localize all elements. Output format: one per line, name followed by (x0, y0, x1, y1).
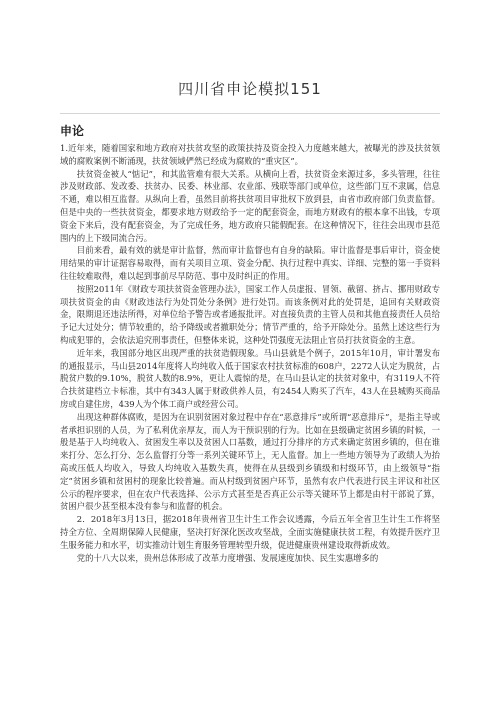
document-title: 四川省申论模拟151 (178, 80, 322, 98)
paragraph-2: 扶贫资金被人“惦记”，和其监管难有很大关系。从横向上看，扶贫资金来源过多，多头管理，往往涉及财政部、发改委、扶贫办、民委、林业部、农业部、残联等部门或单位，这些部门互不隶属，信息不通，难以相互监督。从纵向上看，虽然目前将扶贫项目审批权下放到县，由省市政府部门负责监督。但是中央的一些扶贫资金，都要求地方财政给予一定的配套资金，而地方财政有的根本拿不出钱，专项资金下来后，没有配套资金，为了完成任务，地方政府只能假配套。在这种情况下，往往会出现市县范围内的上下级同流合污。 (60, 168, 440, 243)
paragraph-4: 按照2011年《财政专项扶贫资金管理办法》，国家工作人员虚报、冒领、截留、挤占、挪用财政专项扶贫资金的由《财政违法行为处罚处分条例》进行处罚。而该条例对此的处罚是，追回有关财政资金，限期退还违法所得，对单位给予警告或者通报批评。对直接负责的主管人员和其他直接责任人员给予记大过处分；情节较重的，给予降级或者撤职处分；情节严重的，给予开除处分。虽然上述这些行为构成犯罪的，会依法追究刑事责任，但整体来说，这种处罚强度无法阻止官员打扶贫资金的主意。 (60, 283, 440, 345)
paragraph-6: 出现这种群体腐败，是因为在识别贫困对象过程中存在“恶意排斥”或所谓“恶意排斥”，是指主导或者承担识别的人员，为了私利优亲厚友，而人为干预识别的行为。比如在县级确定贫困乡镇的时候，一般是基于人均纯收入、贫困发生率以及贫困人口基数，通过打分排序的方式来确定贫困乡镇的，但在谁来打分、怎么打分、怎么监督打分等一系列关键环节上，无人监督。加上一些地方领导为了政绩人为抬高或压低人均收入，导致人均纯收入基数失真，使得在从县级到乡镇级和村级环节，由上级领导“指定”贫困乡镇和贫困村的现象比较普遍。而从村级到贫困户环节，虽然有农户代表进行民主评议和社区公示的程序要求，但在农户代表选择、公示方式甚至是否真正公示等关键环节上都是由村干部说了算，贫困户很少甚至根本没有参与和监督的机会。 (60, 411, 440, 512)
paragraph-3: 目前来看，最有效的就是审计监督，然而审计监督也有自身的缺陷。审计监督是事后审计，资金使用结果的审计证据容易取得，而有关项目立项、资金分配、执行过程中真实、详细、完整的第一手资料往往较难取得，难以起到事前尽早防范、事中及时纠正的作用。 (60, 245, 440, 281)
paragraph-5: 近年来，我国部分地区出现严重的扶贫造假现象。马山县就是个例子，2015年10月，审计署发布的通报显示，马山县2014年度将人均纯收入低于国家农村扶贫标准的608户，2272人认定为脱贫，占脱贫户数的9.10%，脱贫人数的8.9%，更让人震惊的是，在马山县认定的扶贫对象中，有3119人不符合扶贫建档立卡标准，其中有343人属于财政供养人员，有2454人购买了汽车，43人在县城购买商品房或自建住房，439人为个体工商户或经营公司。 (60, 347, 440, 409)
paragraph-7: 2．2018年3月13日，据2018年贵州省卫生计生工作会议透露，今后五年全省卫生计生工作将坚持全方位、全周期保障人民健康，坚决打好深化医改攻坚战，全面实施健康扶贫工程，有效提升医疗卫生服务能力和水平，切实推动计划生育服务管理转型升级，促进健康贵州建设取得新成效。 (60, 514, 440, 550)
paragraph-8: 党的十八大以来，贵州总体形成了改革力度增强、发展速度加快、民生实惠增多的 (76, 552, 379, 563)
paragraph-1: 1.近年来，随着国家和地方政府对扶贫攻坚的政策扶持及资金投入力度越来越大，被曝光的涉及扶贫领域的腐败案例不断涌现，扶贫领域俨然已经成为腐败的“重灾区”。 (60, 143, 440, 166)
title-divider (60, 113, 440, 114)
section-heading: 申论 (60, 124, 85, 138)
document-body (60, 142, 440, 564)
